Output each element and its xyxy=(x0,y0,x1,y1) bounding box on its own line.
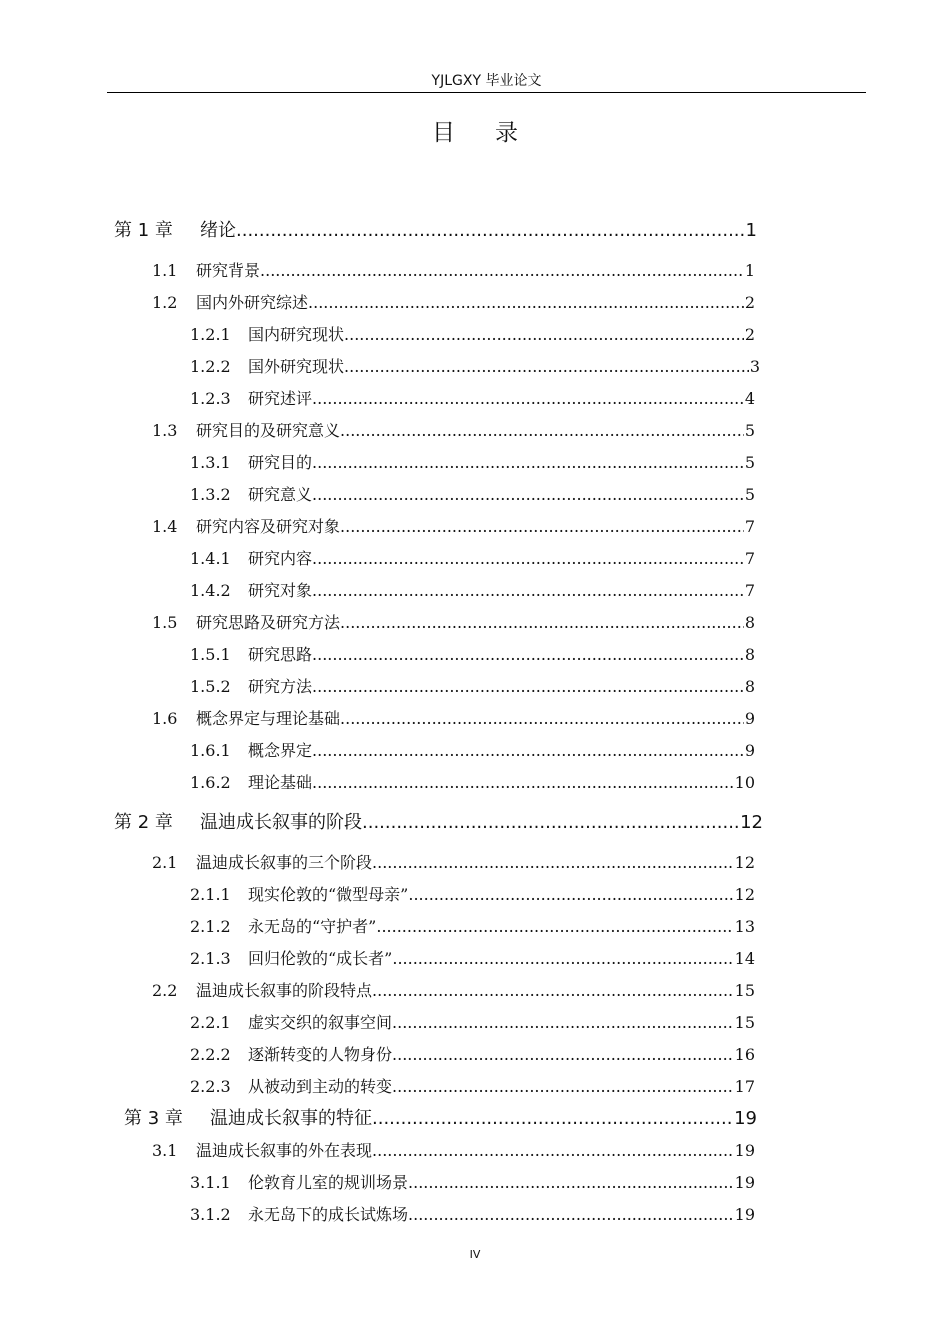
header-text: YJLGXY 毕业论文 xyxy=(431,73,542,89)
toc-title: 研究方法 xyxy=(248,677,313,696)
toc-leader-dots xyxy=(344,357,749,376)
toc-entry[interactable] xyxy=(190,546,755,569)
toc-number: 1.2.2 xyxy=(190,357,231,376)
toc-page-number: 15 xyxy=(734,1013,755,1032)
toc-title: 研究意义 xyxy=(248,485,313,504)
toc-number: 3.1.2 xyxy=(190,1205,231,1224)
toc-entry[interactable] xyxy=(190,1074,755,1097)
toc-entry[interactable] xyxy=(114,808,763,834)
toc-title: 研究对象 xyxy=(248,581,313,600)
toc-page-number: 12 xyxy=(734,853,755,872)
toc-title: 虚实交织的叙事空间 xyxy=(248,1013,393,1032)
toc-entry[interactable] xyxy=(152,610,755,633)
toc-entry[interactable] xyxy=(114,216,757,242)
toc-title: 研究目的 xyxy=(248,453,313,472)
toc-leader-dots xyxy=(312,645,744,664)
toc-entry[interactable] xyxy=(190,770,755,793)
toc-page-number: 13 xyxy=(734,917,755,936)
toc-number: 1.6.1 xyxy=(190,741,231,760)
toc-entry[interactable] xyxy=(190,946,755,969)
toc-page-number: 10 xyxy=(734,773,755,792)
toc-leader-dots xyxy=(312,549,744,568)
toc-title: 永无岛的“守护者” xyxy=(248,917,377,936)
toc-page-number: 12 xyxy=(734,885,755,904)
toc-leader-dots xyxy=(312,389,744,408)
toc-page-number: 8 xyxy=(744,677,755,696)
toc-leader-dots xyxy=(362,812,739,833)
toc-entry[interactable] xyxy=(190,1202,755,1225)
toc-page-number: 9 xyxy=(744,741,755,760)
toc-leader-dots xyxy=(392,1045,734,1064)
toc-leader-dots xyxy=(312,453,744,472)
toc-page-number: 1 xyxy=(745,220,757,241)
page-title: 目录 xyxy=(432,120,558,146)
toc-entry[interactable] xyxy=(152,514,755,537)
toc-title: 研究目的及研究意义 xyxy=(196,421,341,440)
toc-number: 1.3.2 xyxy=(190,485,231,504)
toc-title: 温迪成长叙事的三个阶段 xyxy=(196,853,373,872)
toc-leader-dots xyxy=(408,885,733,904)
toc-number: 1.2.1 xyxy=(190,325,231,344)
toc-number: 1.4.2 xyxy=(190,581,231,600)
toc-number: 1.2 xyxy=(152,293,178,312)
toc-entry[interactable] xyxy=(190,914,755,937)
toc-page-number: 16 xyxy=(734,1045,755,1064)
toc-page-number: 17 xyxy=(734,1077,755,1096)
toc-page-number: 2 xyxy=(744,293,755,312)
toc-leader-dots xyxy=(340,421,744,440)
toc-title: 温迪成长叙事的特征 xyxy=(210,1108,372,1129)
toc-leader-dots xyxy=(312,485,744,504)
toc-entry[interactable] xyxy=(190,738,755,761)
toc-entry[interactable] xyxy=(190,674,755,697)
toc-number: 2.2.2 xyxy=(190,1045,231,1064)
toc-title: 伦敦育儿室的规训场景 xyxy=(248,1173,409,1192)
toc-number: 1.3 xyxy=(152,421,178,440)
toc-entry[interactable] xyxy=(152,706,755,729)
toc-entry[interactable] xyxy=(152,978,755,1001)
toc-number: 第 2 章 xyxy=(114,812,173,833)
toc-entry[interactable] xyxy=(152,850,755,873)
toc-entry[interactable] xyxy=(190,1170,755,1193)
toc-page-number: 5 xyxy=(744,453,755,472)
toc-number: 1.2.3 xyxy=(190,389,231,408)
toc-entry[interactable] xyxy=(190,1042,755,1065)
toc-leader-dots xyxy=(312,581,744,600)
toc-leader-dots xyxy=(312,677,744,696)
toc-entry[interactable] xyxy=(190,322,755,345)
toc-title: 从被动到主动的转变 xyxy=(248,1077,393,1096)
toc-entry[interactable] xyxy=(190,482,755,505)
toc-page-number: 14 xyxy=(734,949,755,968)
toc-page-number: 3 xyxy=(749,357,760,376)
toc-leader-dots xyxy=(312,773,734,792)
page-number: IV xyxy=(469,1248,481,1261)
toc-number: 1.5.1 xyxy=(190,645,231,664)
toc-leader-dots xyxy=(372,1108,733,1129)
toc-page-number: 15 xyxy=(734,981,755,1000)
toc-leader-dots xyxy=(372,853,734,872)
toc-number: 2.2 xyxy=(152,981,178,1000)
toc-page-number: 12 xyxy=(740,812,763,833)
toc-number: 1.4.1 xyxy=(190,549,231,568)
toc-page-number: 19 xyxy=(734,1173,755,1192)
toc-leader-dots xyxy=(344,325,744,344)
toc-title: 概念界定与理论基础 xyxy=(196,709,341,728)
toc-number: 1.3.1 xyxy=(190,453,231,472)
toc-page-number: 8 xyxy=(744,645,755,664)
toc-number: 1.4 xyxy=(152,517,178,536)
toc-entry[interactable] xyxy=(190,1010,755,1033)
toc-page-number: 2 xyxy=(744,325,755,344)
toc-number: 3.1 xyxy=(152,1141,178,1160)
toc-leader-dots xyxy=(408,1173,734,1192)
toc-entry[interactable] xyxy=(190,642,755,665)
toc-title: 温迪成长叙事的阶段 xyxy=(200,812,362,833)
toc-number: 2.2.3 xyxy=(190,1077,231,1096)
toc-page-number: 19 xyxy=(734,1205,755,1224)
toc-leader-dots xyxy=(372,981,734,1000)
toc-page-number: 19 xyxy=(734,1108,757,1129)
toc-number: 2.2.1 xyxy=(190,1013,231,1032)
toc-page-number: 7 xyxy=(744,549,755,568)
toc-entry[interactable] xyxy=(190,578,755,601)
toc-number: 1.6.2 xyxy=(190,773,231,792)
toc-number: 2.1 xyxy=(152,853,178,872)
toc-title: 研究内容及研究对象 xyxy=(196,517,341,536)
toc-entry[interactable] xyxy=(152,258,755,281)
toc-title: 国外研究现状 xyxy=(248,357,345,376)
toc-leader-dots xyxy=(408,1205,734,1224)
toc-page-number: 4 xyxy=(744,389,755,408)
toc-title: 永无岛下的成长试炼场 xyxy=(248,1205,409,1224)
toc-title: 研究内容 xyxy=(248,549,313,568)
toc-title: 回归伦敦的“成长者” xyxy=(248,949,393,968)
toc-leader-dots xyxy=(312,741,744,760)
toc-entry[interactable] xyxy=(152,418,755,441)
toc-entry[interactable] xyxy=(190,882,755,905)
toc-page-number: 9 xyxy=(744,709,755,728)
toc-page-number: 1 xyxy=(744,261,755,280)
toc-leader-dots xyxy=(340,709,744,728)
toc-leader-dots xyxy=(260,261,744,280)
toc-number: 2.1.1 xyxy=(190,885,231,904)
toc-leader-dots xyxy=(308,293,744,312)
toc-leader-dots xyxy=(392,1077,734,1096)
toc-number: 1.6 xyxy=(152,709,178,728)
toc-title: 国内研究现状 xyxy=(248,325,345,344)
toc-title: 研究背景 xyxy=(196,261,261,280)
toc-entry[interactable] xyxy=(152,1138,755,1161)
toc-leader-dots xyxy=(236,220,745,241)
toc-number: 1.5 xyxy=(152,613,178,632)
toc-page-number: 8 xyxy=(744,613,755,632)
toc-page-number: 7 xyxy=(744,517,755,536)
toc-page-number: 5 xyxy=(744,485,755,504)
toc-leader-dots xyxy=(392,949,733,968)
toc-entry[interactable] xyxy=(190,450,755,473)
toc-number: 第 3 章 xyxy=(124,1108,183,1129)
toc-number: 第 1 章 xyxy=(114,220,173,241)
toc-entry[interactable] xyxy=(190,354,760,377)
toc-number: 2.1.2 xyxy=(190,917,231,936)
toc-number: 1.1 xyxy=(152,261,178,280)
toc-title: 温迪成长叙事的外在表现 xyxy=(196,1141,373,1160)
toc-title: 绪论 xyxy=(200,220,236,241)
toc-number: 1.5.2 xyxy=(190,677,231,696)
toc-leader-dots xyxy=(340,517,744,536)
toc-title: 概念界定 xyxy=(248,741,313,760)
toc-title: 温迪成长叙事的阶段特点 xyxy=(196,981,373,1000)
toc-title: 理论基础 xyxy=(248,773,313,792)
toc-entry[interactable] xyxy=(190,386,755,409)
toc-entry[interactable] xyxy=(152,290,755,313)
toc-title: 逐渐转变的人物身份 xyxy=(248,1045,393,1064)
toc-title: 研究思路及研究方法 xyxy=(196,613,341,632)
toc-leader-dots xyxy=(372,1141,734,1160)
toc-title: 现实伦敦的“微型母亲” xyxy=(248,885,409,904)
toc-page-number: 5 xyxy=(744,421,755,440)
toc-page-number: 7 xyxy=(744,581,755,600)
toc-title: 研究思路 xyxy=(248,645,313,664)
toc-title: 国内外研究综述 xyxy=(196,293,309,312)
toc-title: 研究述评 xyxy=(248,389,313,408)
toc-number: 3.1.1 xyxy=(190,1173,231,1192)
toc-leader-dots xyxy=(376,917,733,936)
toc-page-number: 19 xyxy=(734,1141,755,1160)
toc-number: 2.1.3 xyxy=(190,949,231,968)
running-header xyxy=(107,70,866,93)
toc-leader-dots xyxy=(392,1013,734,1032)
toc-entry[interactable] xyxy=(124,1104,757,1130)
toc-leader-dots xyxy=(340,613,744,632)
